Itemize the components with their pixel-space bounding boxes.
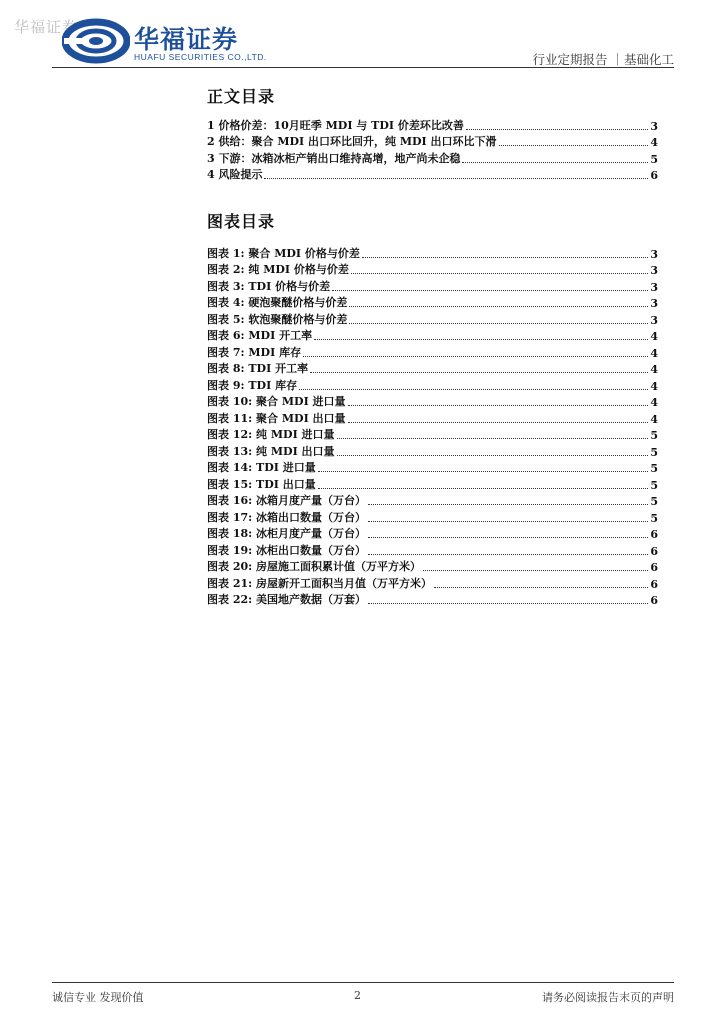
figure-entry-page: 3 <box>650 280 658 294</box>
contents-entry[interactable] <box>207 116 658 133</box>
figure-entry[interactable] <box>207 508 658 525</box>
report-type: 行业定期报告 ｜基础化工 <box>532 52 674 67</box>
dot-leader <box>368 521 648 522</box>
dot-leader <box>348 405 649 406</box>
figure-entry-page: 5 <box>650 429 658 442</box>
contents-entry-label: 1 价格价差：10月旺季 MDI 与 TDI 价差环比改善 <box>207 118 464 132</box>
logo-swirl-icon <box>62 18 130 64</box>
dot-leader <box>299 389 648 390</box>
dot-leader <box>351 273 648 274</box>
contents-entry-label: 3 下游：冰箱冰柜产销出口维持高增，地产尚未企稳 <box>207 151 461 165</box>
figure-entry-label: 图表 19: 冰柜出口数量（万台） <box>207 543 367 557</box>
company-logo <box>62 18 272 66</box>
figure-entry-label: 图表 6: MDI 开工率 <box>207 329 313 342</box>
figure-entry[interactable] <box>207 426 658 443</box>
figure-entry-page: 6 <box>650 561 658 574</box>
figure-entry-label: 图表 11: 聚合 MDI 出口量 <box>207 411 346 425</box>
figures-title: 图表目录 <box>207 212 276 231</box>
figure-entry-page: 4 <box>650 346 658 360</box>
figure-entry-label: 图表 1: 聚合 MDI 价格与价差 <box>207 246 360 260</box>
figure-entry-label: 图表 7: MDI 库存 <box>207 345 302 359</box>
contents-list <box>207 116 658 182</box>
figure-entry-page: 5 <box>650 445 658 459</box>
contents-entry[interactable] <box>207 149 658 166</box>
figure-entry-label: 图表 14: TDI 进口量 <box>207 461 316 474</box>
figure-entry[interactable] <box>207 459 658 476</box>
figure-entry-page: 5 <box>650 495 658 508</box>
contents-entry-page: 4 <box>650 136 658 149</box>
dot-leader <box>332 290 648 291</box>
figure-entry-label: 图表 22: 美国地产数据（万套） <box>207 593 367 606</box>
figure-entry[interactable] <box>207 558 658 575</box>
dot-leader <box>310 372 648 373</box>
figure-entry-label: 图表 18: 冰柜月度产量（万台） <box>207 527 367 540</box>
figure-entry-page: 3 <box>650 247 658 261</box>
figure-entry[interactable] <box>207 574 658 591</box>
figure-entry-page: 4 <box>650 379 658 393</box>
figure-entry[interactable] <box>207 244 658 261</box>
figure-entry-label: 图表 15: TDI 出口量 <box>207 477 316 491</box>
contents-entry-page: 3 <box>650 119 658 133</box>
figure-entry-label: 图表 20: 房屋施工面积累计值（万平方米） <box>207 560 422 573</box>
figure-entry-page: 4 <box>650 330 658 343</box>
figure-entry-page: 6 <box>650 594 658 607</box>
page-number: 2 <box>354 989 361 1002</box>
dot-leader <box>466 129 649 130</box>
figure-entry[interactable] <box>207 277 658 294</box>
contents-entry-page: 5 <box>650 152 658 166</box>
dot-leader <box>368 537 648 538</box>
contents-entry[interactable] <box>207 166 658 183</box>
figure-entry[interactable] <box>207 343 658 360</box>
figures-list <box>207 244 658 607</box>
figure-entry-page: 4 <box>650 363 658 376</box>
figure-entry-label: 图表 17: 冰箱出口数量（万台） <box>207 510 367 524</box>
dot-leader <box>318 488 649 489</box>
figure-entry-label: 图表 9: TDI 库存 <box>207 378 298 392</box>
figure-entry-page: 3 <box>650 264 658 277</box>
figure-entry-page: 5 <box>650 462 658 475</box>
figure-entry-label: 图表 21: 房屋新开工面积当月值（万平方米） <box>207 576 433 590</box>
figure-entry[interactable] <box>207 541 658 558</box>
dot-leader <box>368 603 648 604</box>
dot-leader <box>314 339 648 340</box>
contents-entry-label: 2 供给：聚合 MDI 出口环比回升，纯 MDI 出口环比下滑 <box>207 135 497 148</box>
figure-entry[interactable] <box>207 376 658 393</box>
figure-entry-page: 3 <box>650 297 658 310</box>
figure-entry-page: 6 <box>650 528 658 541</box>
dot-leader <box>349 306 648 307</box>
figure-entry-label: 图表 4: 硬泡聚醚价格与价差 <box>207 296 348 309</box>
figure-entry[interactable] <box>207 442 658 459</box>
figure-entry-page: 3 <box>650 313 658 327</box>
footer-disclaimer: 请务必阅读报告末页的声明 <box>542 991 674 1004</box>
dot-leader <box>362 257 648 258</box>
figure-entry[interactable] <box>207 475 658 492</box>
dot-leader <box>349 323 648 324</box>
figure-entry[interactable] <box>207 525 658 542</box>
figure-entry-page: 5 <box>650 478 658 492</box>
dot-leader <box>368 554 648 555</box>
figure-entry[interactable] <box>207 409 658 426</box>
dot-leader <box>318 471 649 472</box>
dot-leader <box>434 587 648 588</box>
watermark: 华福证券 <box>14 18 79 36</box>
figure-entry-label: 图表 5: 软泡聚醚价格与价差 <box>207 312 348 326</box>
figure-entry-page: 6 <box>650 544 658 558</box>
header-divider <box>52 67 674 68</box>
contents-title: 正文目录 <box>207 87 276 106</box>
figure-entry-page: 6 <box>650 577 658 591</box>
figure-entry-page: 5 <box>650 511 658 525</box>
figure-entry[interactable] <box>207 492 658 509</box>
contents-entry-label: 4 风险提示 <box>207 168 263 181</box>
dot-leader <box>462 162 648 163</box>
figure-entry-label: 图表 3: TDI 价格与价差 <box>207 279 331 293</box>
contents-entry-page: 6 <box>650 169 658 182</box>
figure-entry-label: 图表 16: 冰箱月度产量（万台） <box>207 494 367 507</box>
dot-leader <box>348 422 649 423</box>
figure-entry[interactable] <box>207 294 658 311</box>
logo-english-name: HUAFU SECURITIES CO.,LTD. <box>134 52 267 62</box>
dot-leader <box>423 570 648 571</box>
figure-entry[interactable] <box>207 591 658 608</box>
figure-entry-label: 图表 13: 纯 MDI 出口量 <box>207 444 335 458</box>
dot-leader <box>368 504 648 505</box>
figure-entry[interactable] <box>207 310 658 327</box>
dot-leader <box>264 178 648 179</box>
figure-entry[interactable] <box>207 360 658 377</box>
figure-entry-label: 图表 12: 纯 MDI 进口量 <box>207 428 335 441</box>
figure-entry-page: 4 <box>650 412 658 426</box>
dot-leader <box>337 438 649 439</box>
figure-entry-label: 图表 10: 聚合 MDI 进口量 <box>207 395 346 408</box>
figure-entry[interactable] <box>207 261 658 278</box>
figure-entry-label: 图表 8: TDI 开工率 <box>207 362 309 375</box>
logo-chinese-name: 华福证券 <box>134 25 239 54</box>
footer-divider <box>52 982 674 983</box>
figure-entry-label: 图表 2: 纯 MDI 价格与价差 <box>207 263 349 276</box>
figure-entry[interactable] <box>207 393 658 410</box>
dot-leader <box>337 455 649 456</box>
footer-slogan: 诚信专业 发现价值 <box>52 991 144 1004</box>
figure-entry-page: 4 <box>650 396 658 409</box>
figure-entry[interactable] <box>207 327 658 344</box>
dot-leader <box>499 145 649 146</box>
dot-leader <box>303 356 648 357</box>
contents-entry[interactable] <box>207 133 658 150</box>
